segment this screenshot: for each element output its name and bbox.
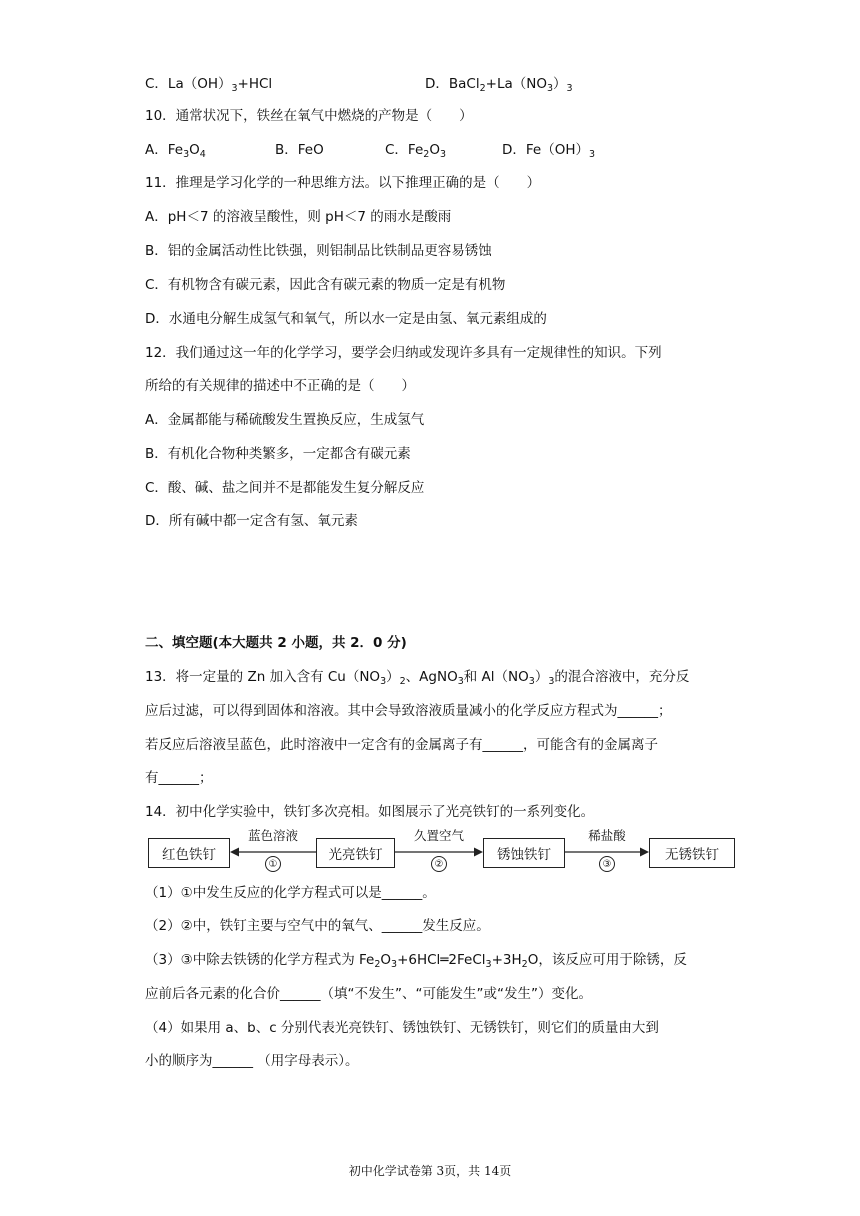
box-red-nail: 红色铁钉 (148, 838, 230, 868)
arrow-1-number: ① (265, 856, 281, 872)
q12-stem-line1: 12．我们通过这一年的化学学习，要学会归纳或发现许多具有一定规律性的知识。下列 (145, 345, 662, 361)
section-heading: 二、填空题(本大题共 2 小题，共 2．0 分) (145, 635, 407, 651)
q14-part4-line2: 小的顺序为______ （用字母表示）。 (145, 1053, 359, 1069)
q9-option-c: C．$La(OH)_3+HCl$ (145, 76, 273, 94)
arrow-3 (565, 828, 649, 876)
q10-stem: 10．通常状况下，铁丝在氧气中燃烧的产物是（ ） (145, 108, 473, 124)
q14-part2: （2）②中，铁钉主要与空气中的氧气、______发生反应。 (145, 918, 490, 934)
q11-stem: 11．推理是学习化学的一种思维方法。以下推理正确的是（ ） (145, 175, 541, 191)
q14-part3-line2: 应前后各元素的化合价______（填“不发生”、“可能发生”或“发生”）变化。 (145, 986, 592, 1002)
q13-line3: 若反应后溶液呈蓝色，此时溶液中一定含有的金属离子有______，可能含有的金属离子 (145, 737, 658, 753)
arrow-1-label: 蓝色溶液 (247, 828, 298, 843)
arrow-1 (230, 828, 316, 876)
arrow-2-number: ② (431, 856, 447, 872)
q14-part1: （1）①中发生反应的化学方程式可以是______。 (145, 885, 436, 901)
iron-nail-flow-diagram (148, 828, 738, 876)
q10-option-a: A．$Fe_3O_4$ (145, 142, 206, 160)
q13-line2: 应后过滤，可以得到固体和溶液。其中会导致溶液质量减小的化学反应方程式为______； (145, 703, 672, 719)
q9-option-d: D．$BaCl_2+La(NO_3)_3$ (425, 76, 573, 94)
q14-stem: 14．初中化学实验中，铁钉多次亮相。如图展示了光亮铁钉的一系列变化。 (145, 804, 595, 820)
q12-option-b: B．有机化合物种类繁多，一定都含有碳元素 (145, 446, 411, 462)
q11-option-c: C．有机物含有碳元素，因此含有碳元素的物质一定是有机物 (145, 277, 506, 293)
q12-option-c: C．酸、碱、盐之间并不是都能发生复分解反应 (145, 480, 425, 496)
q11-option-d: D．水通电分解生成氢气和氧气，所以水一定是由氢、氧元素组成的 (145, 311, 547, 327)
q14-part3-line1: （3）③中除去铁锈的化学方程式为 $Fe_2O_3+6HCl═2FeCl_3+3H_2O$，该反应可用于除锈，反 (145, 952, 687, 970)
q10-option-c: C．$Fe_2O_3$ (385, 142, 446, 160)
q13-line4: 有______； (145, 770, 213, 786)
arrow-2 (395, 828, 483, 876)
q10-option-b: B．FeO (275, 142, 324, 158)
q10-options-row (145, 140, 595, 165)
arrow-3-label: 稀盐酸 (588, 828, 626, 843)
box-bright-nail: 光亮铁钉 (316, 838, 395, 868)
q13-line1: 13．将一定量的 Zn 加入含有 $Cu(NO_3)_2$、AgNO$_3$和 $Al(NO_3)_3$的混合溶液中，充分反 (145, 669, 690, 687)
page-footer: 初中化学试卷第 3页，共 14页 (348, 1164, 512, 1178)
q11-option-b: B．铝的金属活动性比铁强，则铝制品比铁制品更容易锈蚀 (145, 243, 492, 259)
q12-stem-line2: 所给的有关规律的描述中不正确的是（ ） (145, 378, 415, 394)
arrow-3-number: ③ (599, 856, 615, 872)
box-rusty-nail: 锈蚀铁钉 (483, 838, 565, 868)
q9-options-row (145, 74, 573, 99)
q10-option-d: D．$Fe(OH)_3$ (502, 142, 596, 160)
q11-option-a: A．pH＜7 的溶液呈酸性，则 pH＜7 的雨水是酸雨 (145, 209, 452, 225)
box-clean-nail: 无锈铁钉 (649, 838, 735, 868)
arrow-2-label: 久置空气 (413, 828, 464, 843)
q12-option-d: D．所有碱中都一定含有氢、氧元素 (145, 513, 358, 529)
q14-part4-line1: （4）如果用 a、b、c 分别代表光亮铁钉、锈蚀铁钉、无锈铁钉，则它们的质量由大到 (145, 1020, 659, 1036)
q12-option-a: A．金属都能与稀硫酸发生置换反应，生成氢气 (145, 412, 425, 428)
